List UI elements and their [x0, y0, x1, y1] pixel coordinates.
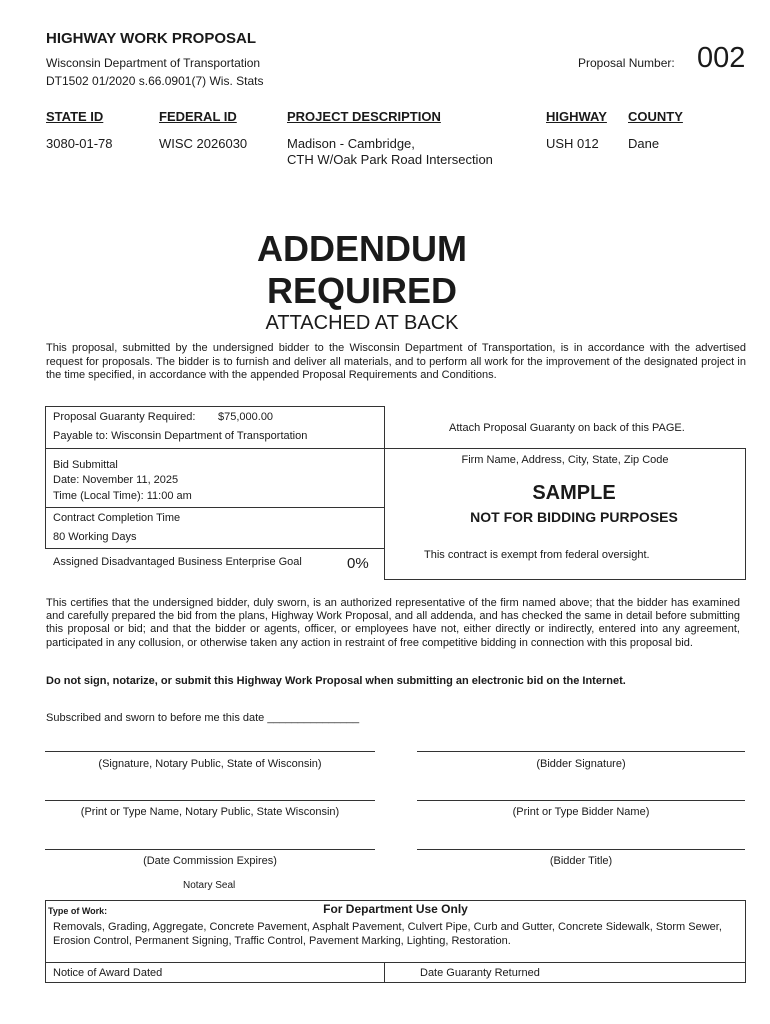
sample-watermark: SAMPLE	[532, 482, 616, 504]
attach-guaranty: Attach Proposal Guaranty on back of this PAGE.	[449, 422, 685, 434]
bidder-title-caption: (Bidder Title)	[549, 855, 613, 867]
col-county: COUNTY	[628, 109, 683, 124]
bidder-signature-line	[417, 751, 745, 752]
subscribed-sworn: Subscribed and sworn to before me this date _______________	[46, 712, 360, 724]
guaranty-amount: $75,000.00	[218, 411, 274, 423]
project-description-line2: CTH W/Oak Park Road Intersection	[287, 152, 493, 167]
bidder-name-caption: (Print or Type Bidder Name)	[512, 806, 650, 818]
dbe-value: 0%	[347, 555, 369, 572]
bid-time: Time (Local Time): 11:00 am	[53, 490, 192, 502]
bidder-signature-caption: (Bidder Signature)	[536, 758, 626, 770]
proposal-number: 002	[697, 42, 746, 74]
notary-name-caption: (Print or Type Name, Notary Public, State Wisconsin)	[80, 806, 340, 818]
project-description-line1: Madison - Cambridge,	[287, 136, 415, 151]
completion-label: Contract Completion Time	[53, 512, 181, 524]
form-number: DT1502 01/2020 s.66.0901(7) Wis. Stats	[46, 74, 264, 88]
addendum-heading: ADDENDUM	[257, 228, 467, 269]
form-title: HIGHWAY WORK PROPOSAL	[46, 30, 257, 47]
firm-label: Firm Name, Address, City, State, Zip Code	[461, 454, 669, 466]
notary-signature-line	[45, 751, 375, 752]
guaranty-returned: Date Guaranty Returned	[420, 967, 540, 979]
payable-to: Payable to: Wisconsin Department of Transportation	[53, 430, 308, 442]
commission-caption: (Date Commission Expires)	[143, 855, 277, 867]
federal-oversight-note: This contract is exempt from federal oversight.	[424, 549, 650, 561]
notice-of-award: Notice of Award Dated	[53, 967, 163, 979]
department-name: Wisconsin Department of Transportation	[46, 56, 261, 70]
col-state-id: STATE ID	[46, 109, 104, 124]
notary-seal: Notary Seal	[183, 880, 236, 891]
notary-signature-caption: (Signature, Notary Public, State of Wisconsin)	[98, 758, 322, 770]
guaranty-label: Proposal Guaranty Required:	[53, 411, 196, 423]
bid-submittal-label: Bid Submittal	[53, 459, 118, 471]
notary-name-line	[45, 800, 375, 801]
type-of-work-text: Removals, Grading, Aggregate, Concrete Pavement, Asphalt Pavement, Culvert Pipe, Curb and Gutter, Concrete Sidewalk, Storm Sewer, Erosion Control, Permanent Signing, Traffic Control, Pavement Marking, Lighting, Restoration.	[53, 921, 722, 947]
not-for-bidding: NOT FOR BIDDING PURPOSES	[470, 509, 678, 525]
col-project-description: PROJECT DESCRIPTION	[287, 109, 441, 124]
highway-value: USH 012	[546, 136, 599, 151]
bid-date: Date: November 11, 2025	[53, 474, 179, 486]
county-value: Dane	[628, 136, 660, 151]
attached-at-back: ATTACHED AT BACK	[265, 312, 459, 334]
federal-id-value: WISC 2026030	[159, 136, 248, 151]
dbe-label: Assigned Disadvantaged Business Enterprise Goal	[53, 556, 302, 568]
state-id-value: 3080-01-78	[46, 136, 113, 151]
intro-paragraph: This proposal, submitted by the undersigned bidder to the Wisconsin Department of Transportation, is in accordance with the advertised request for proposals. The bidder is to furnish and deliver all materials, and to perform all work for the improvement of the designated project in the time specified, in accordance with the appended Proposal Requirements and Conditions.	[46, 342, 746, 381]
department-use-title: For Department Use Only	[323, 902, 468, 916]
certify-paragraph: This certifies that the undersigned bidder, duly sworn, is an authorized representative of the firm named above; that the bidder has examined and carefully prepared the bid from the plans, Highway Work Proposal, and all addenda, and has checked the same in detail before submitting this proposal or bid; and that the bidder or agents, officer, or employees have not, either directly or indirectly, entered into any agreement, participated in any collusion, or otherwise taken any action in restraint of free competitive bidding in connection with this proposal bid.	[46, 597, 740, 649]
col-highway: HIGHWAY	[546, 109, 607, 124]
bidder-title-line	[417, 849, 745, 850]
bidder-name-line	[417, 800, 745, 801]
electronic-bid-notice: Do not sign, notarize, or submit this Highway Work Proposal when submitting an electronic bid on the Internet.	[46, 675, 626, 687]
commission-line	[45, 849, 375, 850]
col-federal-id: FEDERAL ID	[159, 109, 237, 124]
type-of-work-label: Type of Work:	[48, 906, 108, 916]
completion-value: 80 Working Days	[53, 531, 137, 543]
proposal-number-label: Proposal Number:	[578, 56, 675, 70]
required-heading: REQUIRED	[266, 270, 458, 311]
